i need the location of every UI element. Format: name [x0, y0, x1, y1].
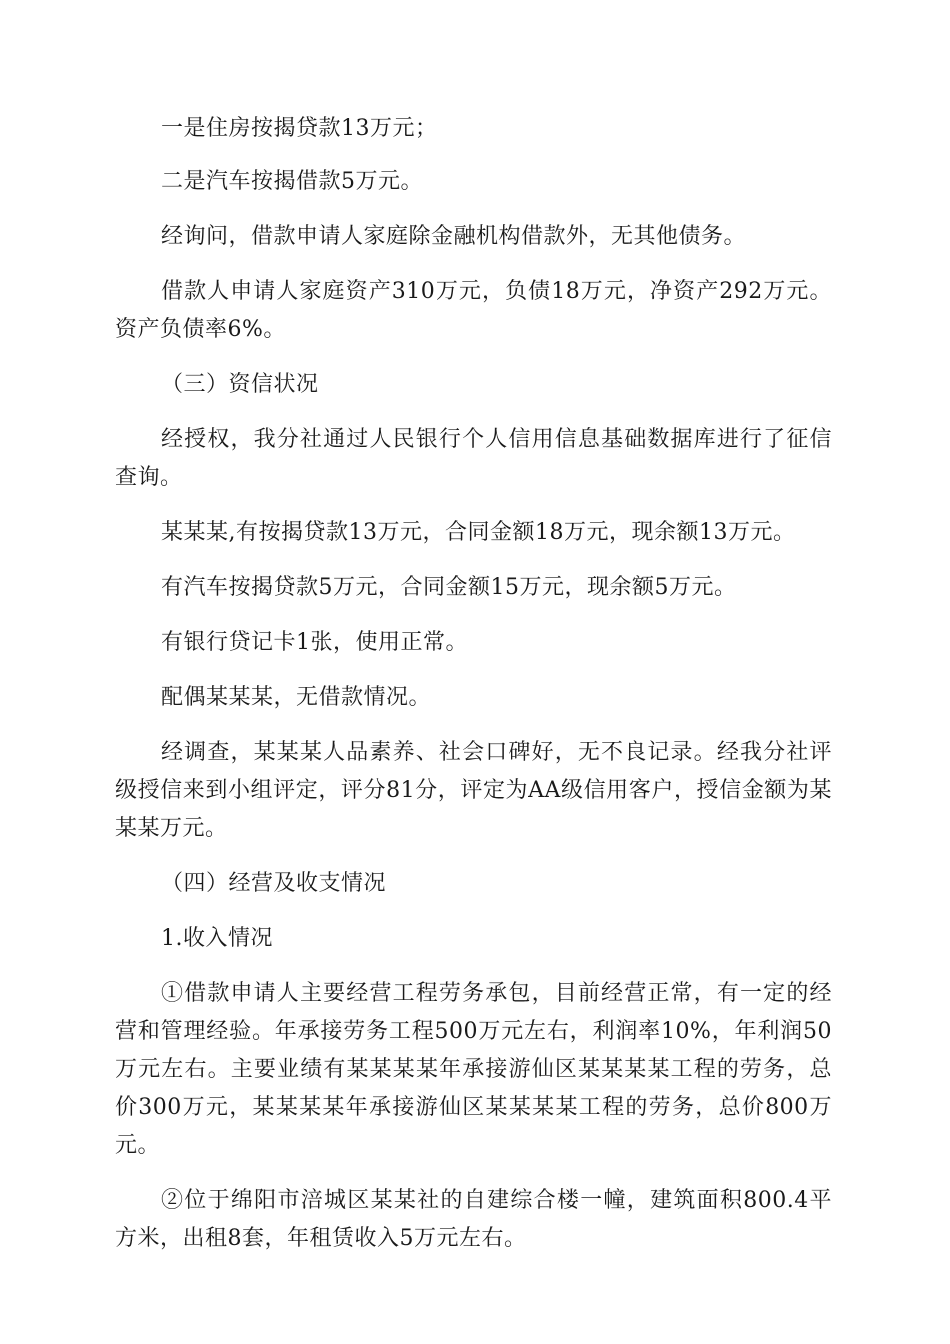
paragraph-car-loan-record: 有汽车按揭贷款5万元，合同金额15万元，现余额5万元。 [161, 575, 737, 600]
paragraph-credit-inquiry: 经授权，我分社通过人民银行个人信用信息基础数据库进行了征信查询。 [115, 427, 832, 490]
section-heading-credit-status: （三）资信状况 [161, 372, 319, 397]
section-heading-business-income: （四）经营及收支情况 [161, 871, 387, 896]
paragraph-mortgage-record: 某某某,有按揭贷款13万元，合同金额18万元，现余额13万元。 [161, 520, 796, 545]
paragraph-car-loan: 二是汽车按揭借款5万元。 [161, 169, 423, 194]
subheading-income: 1.收入情况 [161, 926, 273, 951]
paragraph-mortgage-loan: 一是住房按揭贷款13万元； [161, 116, 438, 141]
paragraph-credit-card: 有银行贷记卡1张，使用正常。 [161, 630, 468, 655]
paragraph-credit-rating: 经调查，某某某人品素养、社会口碑好，无不良记录。经我分社评级授信来到小组评定，评分81分，评定为AA级信用客户，授信金额为某某某万元。 [115, 740, 832, 841]
paragraph-business-income: ①借款申请人主要经营工程劳务承包，目前经营正常，有一定的经营和管理经验。年承接劳务工程500万元左右，利润率10%，年利润50万元左右。主要业绩有某某某某年承接游仙区某某某某工程的劳务，总价300万元，某某某某年承接游仙区某某某某工程的劳务，总价800万元。 [115, 981, 832, 1158]
paragraph-spouse: 配偶某某某，无借款情况。 [161, 685, 432, 710]
paragraph-household-assets: 借款人申请人家庭资产310万元，负债18万元，净资产292万元。资产负债率6%。 [115, 279, 832, 342]
paragraph-no-other-debt: 经询问，借款申请人家庭除金融机构借款外，无其他债务。 [161, 224, 747, 249]
paragraph-rental-income: ②位于绵阳市涪城区某某社的自建综合楼一幢，建筑面积800.4平方米，出租8套，年租赁收入5万元左右。 [115, 1188, 832, 1251]
